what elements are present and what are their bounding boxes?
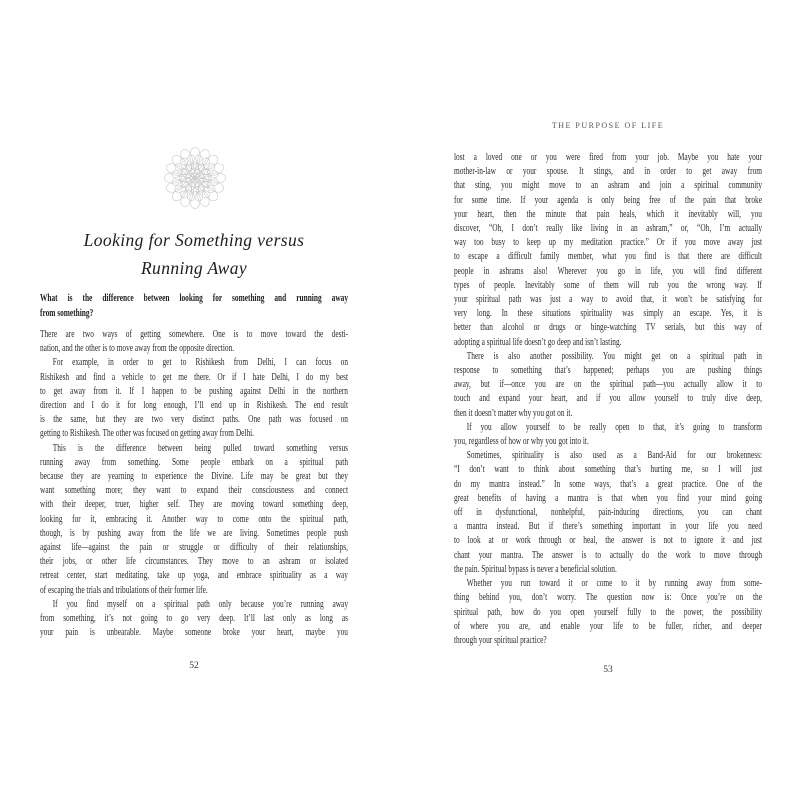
text-line: away, but if—once you are on the spiritual path—you actually allow it to [454, 378, 763, 391]
text-line: direction and I do it for long enough, I’ll end up in Rishikesh. The end result [40, 399, 349, 412]
text-line: great benefits of having a mantra is that when you find your mind going [454, 491, 763, 504]
text-line: getting to Rishikesh. The other was focused on getting away from Delhi. [40, 427, 255, 440]
text-line: way too busy to keep up my meditation practice.” Or if you move away just [454, 236, 763, 249]
text-line: looking for it, embracing it. Another way to come onto the spiritual path, [40, 512, 349, 525]
text-line: spiritual path, how do you open yourself fully to the power, the possibility [454, 605, 763, 618]
page-number-right: 53 [603, 665, 613, 675]
text-line: thing behind you, don’t worry. The question now is: Once you’re on the [454, 591, 763, 604]
text-line: discover, “Oh, I don’t really like living in an ashram,” or, “Oh, I’m actually [454, 222, 763, 235]
left-page-body-text [40, 327, 348, 639]
text-line: touch and expand your heart, and if you allow yourself to truly dive deep, [454, 392, 763, 405]
chapter-title-line-1: Looking for Something versus [83, 230, 305, 250]
text-line: the pain. Spiritual bypass is never a beneficial solution. [454, 562, 617, 575]
text-line: off in dysfunctional, nonhelpful, pain-inducing directions, you can chant [454, 506, 763, 519]
text-line: people in ashrams also! Wherever you go in life, you will find different [454, 264, 763, 277]
running-header: THE PURPOSE OF LIFE [551, 121, 665, 130]
right-page-body-text [454, 150, 762, 647]
text-line: very long. In these situations spirituality was simply an escape. Yes, it is [454, 307, 763, 320]
text-line: do my mantra instead.” In some ways, that’s a great practice. One of the [454, 477, 763, 490]
text-line: types of people. Inevitably some of them will rub you the wrong way. If [454, 278, 763, 291]
text-line: running away from something. Some people embark on a spiritual path [40, 455, 349, 468]
text-line: mother-in-law or your spouse. It stings, and in order to get away from [454, 165, 763, 178]
lotus-mandala-icon [163, 146, 227, 210]
text-line: your spiritual path was just a way to avoid that, it won’t be satisfying for [454, 293, 763, 306]
text-line: you, regardless of how or why you got into it. [454, 435, 589, 448]
text-line: There are two ways of getting somewhere. One is to move toward the desti- [40, 328, 349, 340]
text-line: then it doesn’t matter why you got on it. [454, 406, 573, 419]
text-line: What is the difference between looking for something and running away [40, 292, 349, 304]
text-line: There is also another possibility. You might get on a spiritual path in [466, 349, 763, 362]
text-line: from something, it’s not going to go very deep. It’ll last only as long as [40, 612, 349, 625]
text-line: a mantra instead. But if there’s something important in your life you need [454, 520, 763, 533]
text-line: through your spiritual practice? [454, 633, 547, 646]
text-line: of escaping the trials and tribulations of their former life. [40, 583, 208, 596]
text-line: This is the difference between being pulled toward something versus [52, 441, 349, 454]
text-line: your pain is unbearable. Maybe someone broke your heart, maybe you [40, 626, 349, 639]
text-line: because they are yearning to experience the Divine. Life may be great but they [40, 470, 349, 483]
text-line: adopting a spiritual life doesn’t go deep and isn’t lasting. [454, 335, 622, 348]
right-page [400, 0, 800, 800]
text-line: “I don’t want to think about something that’s hurting me, so I will just [454, 463, 763, 476]
text-line: to look at or work through or heal, the answer is not to ignore it and just [454, 534, 763, 547]
text-line: If you find myself on a spiritual path only because you’re running away [52, 597, 349, 610]
text-line: is the same, but they are two very distinct paths. One path was focused on [40, 413, 349, 426]
text-line: to get away from it. If I happen to be pushing against Delhi in the northern [40, 384, 349, 397]
text-line: nation, and the other is to move away from the opposite direction. [40, 342, 235, 355]
text-line: For example, in order to get to Rishikesh from Delhi, I can focus on [52, 356, 349, 369]
text-line: Sometimes, spirituality is also used as a Band-Aid for our brokenness: [466, 449, 763, 462]
text-line: for some time. If your agenda is only being free of the pain that broke [454, 193, 763, 206]
text-line: though, is by pushing away from the life we are living. Sometimes people push [40, 526, 349, 539]
chapter-title [40, 227, 348, 282]
text-line: their jobs, or other life circumstances. They move to an ashram or isolated [40, 555, 349, 568]
question-paragraph [40, 291, 348, 321]
text-line: to escape a difficult family member, what you find is that there are difficult [454, 250, 763, 263]
text-line: If you allow yourself to be really open to that, it’s going to transform [466, 420, 763, 433]
text-line: of where you are, and enable your life to be fuller, richer, and deeper [454, 619, 763, 632]
page-number-left: 52 [189, 661, 199, 671]
text-line: Whether you run toward it or come to it by running away from some- [466, 577, 763, 590]
chapter-title-line-2: Running Away [140, 257, 248, 278]
text-line: chant your mantra. The answer is to actually do the work to move through [454, 548, 763, 561]
text-line: response to something that’s happened; perhaps you are pushing things [454, 364, 763, 377]
text-line: from something? [40, 307, 94, 319]
text-line: retreat center, start meditating, take up yoga, and embrace spirituality as a way [40, 569, 349, 582]
text-line: with their deeper, truer, higher self. They are moving toward something deep, [40, 498, 349, 511]
text-line: Rishikesh and find a vehicle to get me there. Or if I hate Delhi, I do my best [40, 370, 349, 383]
text-line: your heart, then the minute that pain heals, which it inevitably will, you [454, 207, 763, 220]
text-line: better than alcohol or drugs or binge-watching TV serials, but this way of [454, 321, 763, 334]
text-line: lost a loved one or you were fired from your job. Maybe you hate your [454, 151, 763, 163]
text-line: that sting, you might move to an ashram and join a spiritual community [454, 179, 763, 192]
text-line: against life—against the pain or struggle or difficulty of their relationships, [40, 541, 349, 554]
text-line: want something more; they want to expand their consciousness and connect [40, 484, 349, 497]
